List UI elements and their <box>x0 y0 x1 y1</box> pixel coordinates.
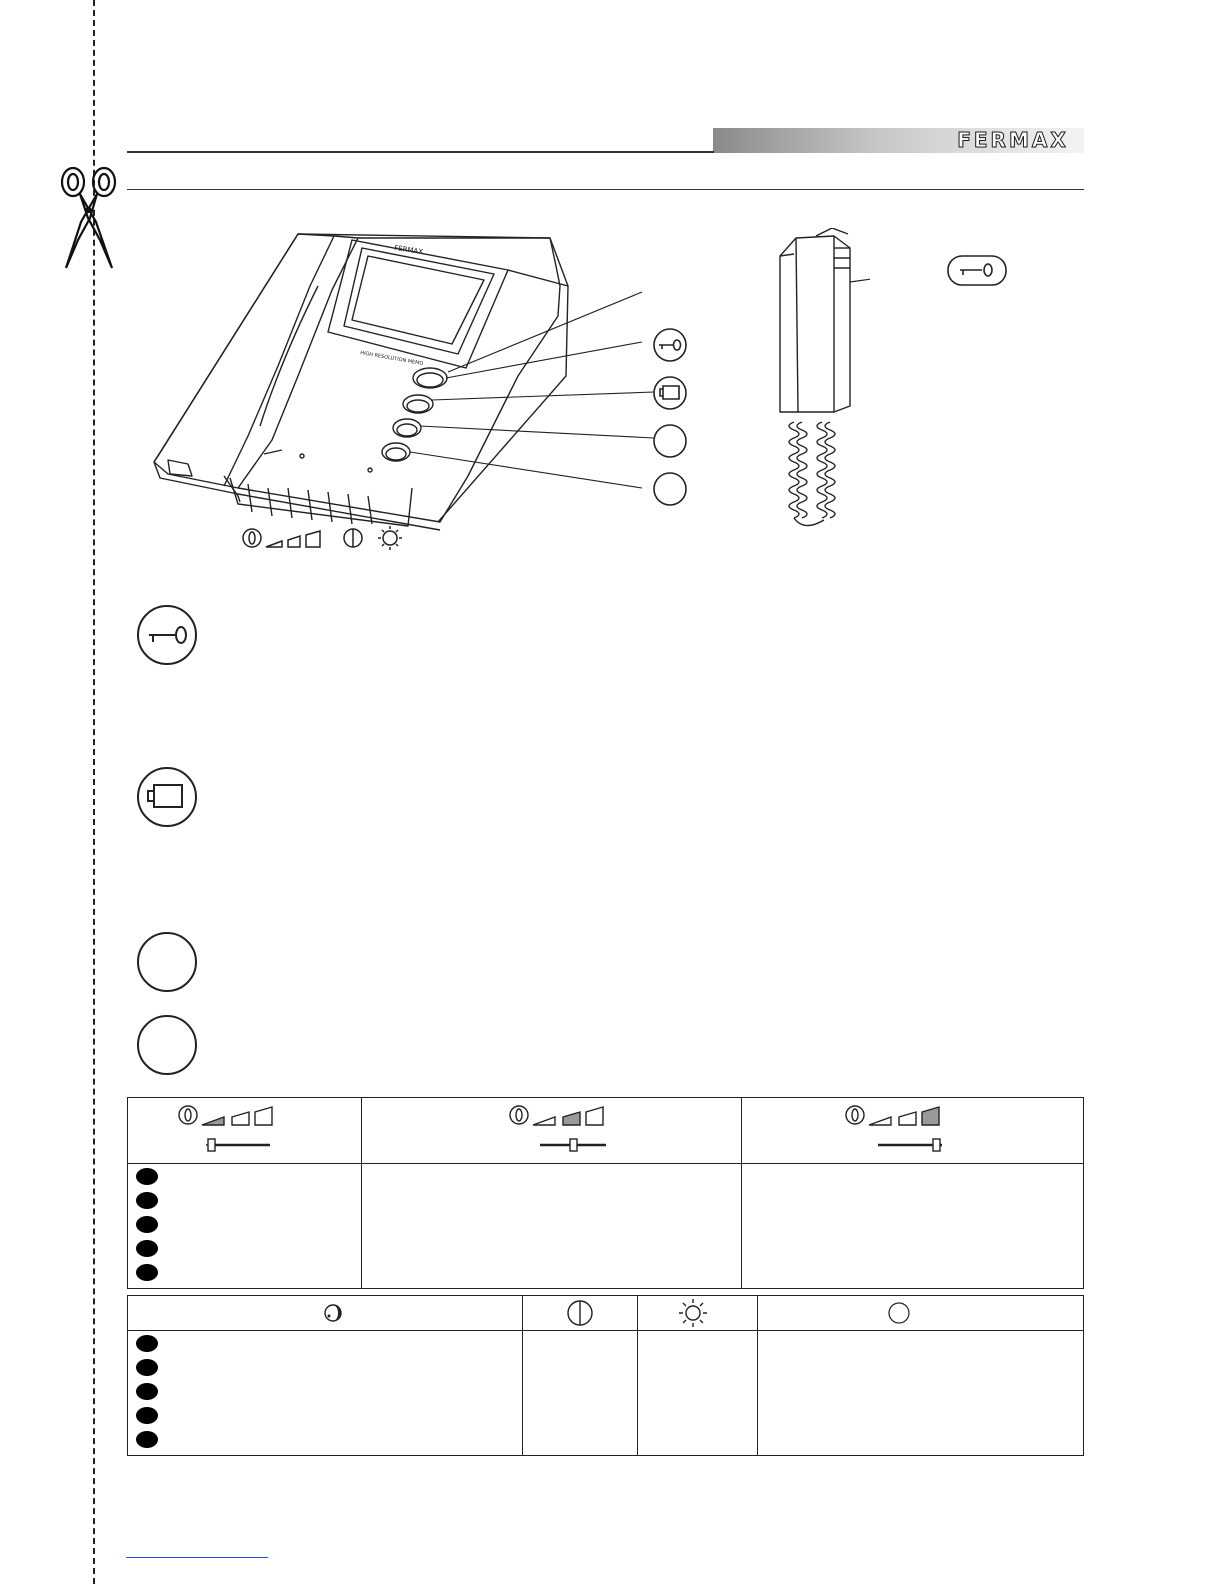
header-rule <box>127 151 714 153</box>
monitor-illustration <box>148 226 720 556</box>
bullet <box>136 1192 158 1209</box>
monitor-adjusters <box>240 526 415 554</box>
adjust-bullet-list <box>128 1331 523 1456</box>
callout-camera-icon <box>652 375 692 411</box>
brightness-icon <box>679 1299 707 1327</box>
bullet <box>136 1407 158 1424</box>
feature-key-icon <box>135 605 201 667</box>
bullet <box>136 1383 158 1400</box>
volume-medium-header <box>362 1098 742 1164</box>
volume-table <box>127 1097 1084 1289</box>
volume-bullet-list <box>128 1164 362 1289</box>
feature-blank-circle <box>135 1015 201 1077</box>
contrast-header <box>523 1296 638 1331</box>
bullet <box>136 1168 158 1185</box>
brightness-header <box>638 1296 758 1331</box>
svg-text:FERMAX: FERMAX <box>393 244 424 257</box>
adjust-table <box>127 1295 1084 1456</box>
section-rule <box>127 189 1084 190</box>
volume-low-header <box>128 1098 362 1164</box>
bullet <box>136 1216 158 1233</box>
volume-high-header <box>742 1098 1084 1164</box>
feature-camera-icon <box>135 767 201 829</box>
handset-illustration <box>770 228 870 534</box>
callout-key-icon <box>652 327 692 363</box>
brightness-cell <box>638 1331 758 1456</box>
volume-high-cell <box>742 1164 1084 1289</box>
handset-key-callout <box>946 254 1008 288</box>
bullet <box>136 1359 158 1376</box>
scissors-icon <box>56 160 122 272</box>
screen-label: HIGH RESOLUTION MEMO <box>359 350 424 368</box>
callout-blank-circle <box>652 471 692 507</box>
contrast-icon <box>568 1301 580 1325</box>
feature-blank-circle <box>135 932 201 994</box>
moon-sun-header <box>128 1296 523 1331</box>
footer-link[interactable] <box>126 1557 268 1558</box>
bullet <box>136 1264 158 1281</box>
blank-circle-header <box>758 1296 1084 1331</box>
bullet <box>136 1431 158 1448</box>
contrast-cell <box>523 1331 638 1456</box>
volume-medium-cell <box>362 1164 742 1289</box>
callout-blank-circle <box>652 423 692 459</box>
bullet <box>136 1240 158 1257</box>
blank-circle-cell <box>758 1331 1084 1456</box>
bullet <box>136 1335 158 1352</box>
brand-logo: FERMAX <box>957 128 1069 152</box>
